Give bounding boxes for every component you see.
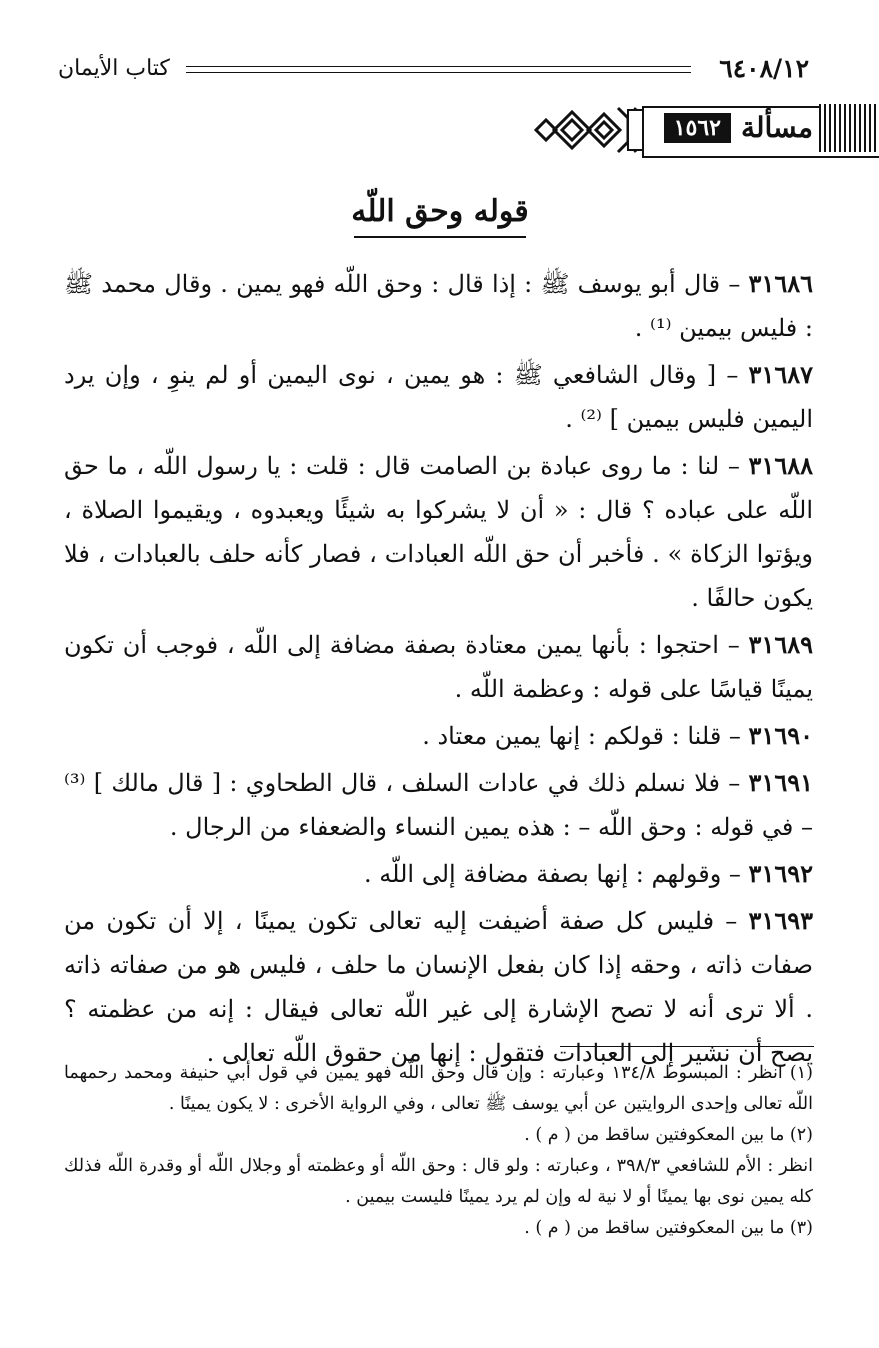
barcode-ornament [819, 104, 879, 152]
issue-banner [532, 104, 879, 160]
paragraph [64, 852, 813, 896]
paragraph-number: ٣١٦٨٧ [748, 360, 813, 389]
paragraph-number: ٣١٦٨٦ [748, 269, 813, 298]
paragraph-text: – قال أبو يوسف ﷺ : إذا قال : وحق اللّه فهو يمين . وقال محمد ﷺ : فليس بيمين ⁽¹⁾ . [64, 270, 813, 342]
book-title: كتاب الأيمان [58, 56, 170, 81]
page-number: ٦٤٠٨/١٢ [719, 54, 809, 83]
footnotes [64, 1058, 813, 1244]
paragraph [64, 444, 813, 620]
footnote: (٣) ما بين المعكوفتين ساقط من ( م ) . [524, 1218, 813, 1238]
ornament-icon [532, 104, 644, 156]
issue-number: ١٥٦٢ [664, 113, 731, 143]
footnote: انظر : الأم للشافعي ٣٩٨/٣ ، وعبارته : ولو قال : وحق اللّه أو وعظمته أو وجلال اللّه أو وقدرة اللّه فذلك كله يمين نوى بها يمينًا أو لا نية له وإن لم يرد يمينًا فليست بيمين . [64, 1156, 813, 1207]
paragraph-text: – [ وقال الشافعي ﷺ : هو يمين ، نوى اليمين أو لم ينوِ ، وإن يرد اليمين فليس بيمين ] ⁽²⁾ . [64, 361, 813, 433]
paragraph [64, 353, 813, 441]
footnote: (١) انظر : المبسوط ١٣٤/٨ وعبارته : وإن قال وحق اللّه فهو يمين في قول أبي حنيفة ومحمد رحمهما اللّه تعالى وإحدى الروايتين عن أبي يوسف ﷺ تعالى ، وفي الرواية الأخرى : لا يكون يمينًا . [64, 1063, 813, 1114]
running-header [58, 52, 809, 86]
paragraph-number: ٣١٦٩٢ [748, 859, 813, 888]
paragraph [64, 899, 813, 1075]
main-text [64, 262, 813, 1078]
footnote-separator [560, 1046, 814, 1047]
paragraph-text: – احتجوا : بأنها يمين معتادة بصفة مضافة إلى اللّه ، فوجب أن تكون يمينًا قياسًا على قوله : وعظمة اللّه . [64, 631, 813, 703]
paragraph [64, 623, 813, 711]
heading-underline [354, 236, 526, 238]
paragraph [64, 714, 813, 758]
header-double-rule [186, 66, 691, 73]
issue-label: مسألة [740, 111, 813, 144]
paragraph-text: – وقولهم : إنها بصفة مضافة إلى اللّه . [364, 860, 749, 888]
paragraph-number: ٣١٦٩٣ [748, 906, 813, 935]
paragraph-number: ٣١٦٨٨ [748, 451, 813, 480]
paragraph-text: – فليس كل صفة أضيفت إليه تعالى تكون يمينًا ، إلا أن تكون من صفات ذاته ، وحقه إذا كان بفعل الإنسان ما حلف ، فليس هو من صفاته ذاته . ألا ترى أنه لا تصح الإشارة إلى غير اللّه تعالى فيقال : إنه من عظمته ؟ يصح أن نشير إلى العبادات فتقول : إنها من حقوق اللّه تعالى . [64, 907, 813, 1067]
paragraph-text: – فلا نسلم ذلك في عادات السلف ، قال الطحاوي : [ قال مالك ] ⁽³⁾ – في قوله : وحق اللّه – : هذه يمين النساء والضعفاء من الرجال . [64, 769, 813, 841]
paragraph [64, 761, 813, 849]
paragraph-number: ٣١٦٨٩ [748, 630, 813, 659]
heading-title: قوله وحق اللّه [351, 194, 529, 229]
paragraph-number: ٣١٦٩٠ [748, 721, 813, 750]
paragraph-number: ٣١٦٩١ [748, 768, 813, 797]
paragraph-text: – لنا : ما روى عبادة بن الصامت قال : قلت : يا رسول اللّه ، ما حق اللّه على عباده ؟ قال : « أن لا يشركوا به شيئًا ويعبدوه ، ويقيموا الصلاة ، ويؤتوا الزكاة » . فأخبر أن حق اللّه العبادات ، فصار كأنه حلف بالعبادات ، فلا يكون حالفًا . [64, 452, 813, 612]
paragraph-text: – قلنا : قولكم : إنها يمين معتاد . [422, 722, 749, 750]
footnote: (٢) ما بين المعكوفتين ساقط من ( م ) . [524, 1125, 813, 1145]
section-heading [340, 192, 540, 238]
paragraph [64, 262, 813, 350]
